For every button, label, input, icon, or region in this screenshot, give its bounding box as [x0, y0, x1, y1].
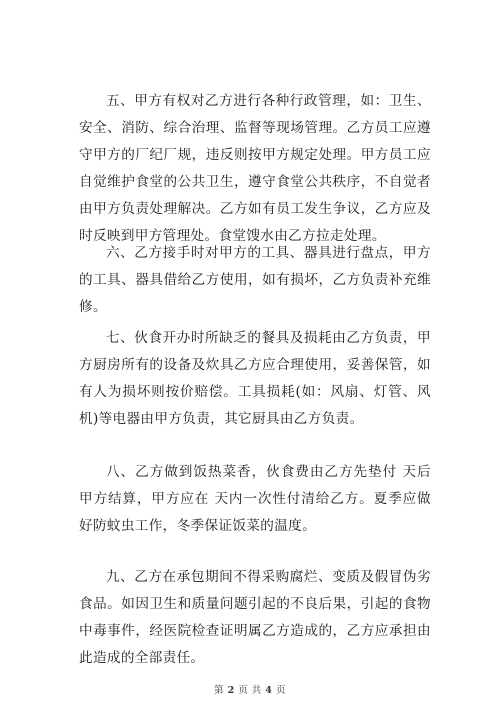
clause-8-paragraph: 八、乙方做到饭热菜香，伙食费由乙方先垫付 天后甲方结算，甲方应在 天内一次性付清给乙方。夏季应做好防蚊虫工作，冬季保证饭菜的温度。 [79, 464, 431, 534]
clause-7-paragraph: 七、伙食开办时所缺乏的餐具及损耗由乙方负责，甲方厨房所有的设备及炊具乙方应合理使用，妥善保管，如有人为损坏则按价赔偿。工具损耗(如：风扇、灯管、风机)等电器由甲方负责，其它厨具由乙方负责。 [79, 330, 431, 427]
footer-prefix: 第 [214, 685, 225, 696]
clause-5-paragraph: 五、甲方有权对乙方进行各种行政管理，如：卫生、安全、消防、综合治理、监督等现场管理。乙方员工应遵守甲方的厂纪厂规，违反则按甲方规定处理。甲方员工应自觉维护食堂的公共卫生，遵守食堂公共秩序，不自觉者由甲方负责处理解决。乙方如有员工发生争议，乙方应及时反映到甲方管理处。食堂馊水由乙方拉走处理。 [79, 93, 431, 244]
page-number-footer [0, 682, 500, 696]
current-page-number: 2 [227, 685, 235, 696]
total-pages-number: 4 [265, 685, 273, 696]
footer-middle: 页 共 [238, 685, 262, 696]
clause-9-paragraph: 九、乙方在承包期间不得采购腐烂、变质及假冒伪劣食品。如因卫生和质量问题引起的不良后果，引起的食物中毒事件，经医院检查证明属乙方造成的，乙方应承担由此造成的全部责任。 [79, 569, 431, 666]
clause-6-paragraph: 六、乙方接手时对甲方的工具、器具进行盘点，甲方的工具、器具借给乙方使用，如有损坏，乙方负责补充维修。 [79, 245, 431, 315]
footer-suffix: 页 [275, 685, 286, 696]
